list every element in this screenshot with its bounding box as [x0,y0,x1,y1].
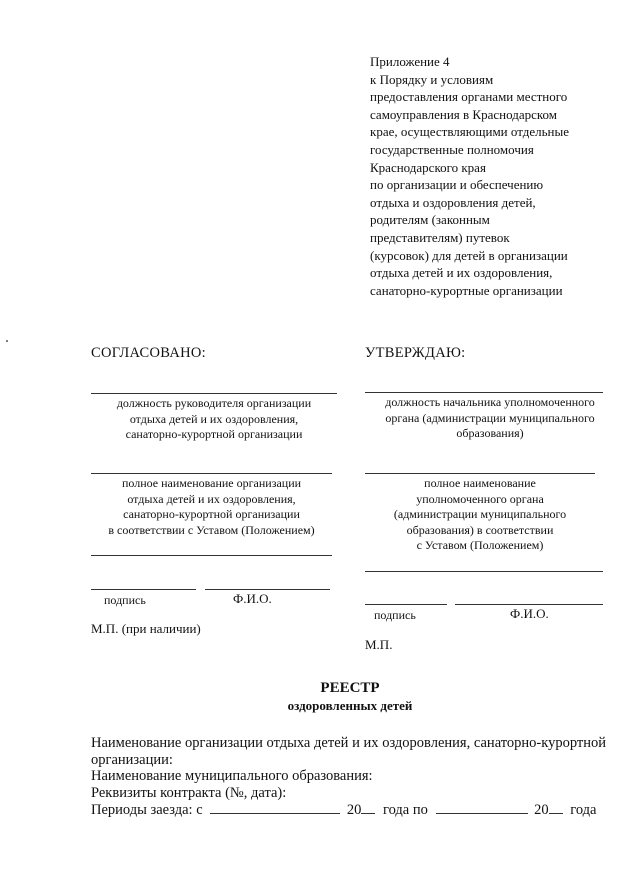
appendix-line: государственные полномочия [370,141,534,157]
period-end-word: года [570,802,597,818]
appendix-line: к Порядку и условиям [370,71,494,87]
right-fio-label: Ф.И.О. [510,606,549,621]
left-position-caption: должность руководителя организации отдыха детей и их оздоровления, санаторно-курортной организации [116,396,312,441]
right-position-caption: должность начальника уполномоченного органа (администрации муниципального образования) [385,395,595,440]
appendix-line: отдыха детей и их оздоровления, [370,265,553,281]
appendix-line: самоуправления в Краснодарском [370,106,557,122]
appendix-line: Приложение 4 [370,54,450,69]
appendix-line: Краснодарского края [370,159,486,175]
right-extra-line [365,571,603,572]
left-extra-line [91,555,332,556]
appendix-line: крае, осуществляющими отдельные [370,124,569,140]
left-signature-label: подпись [104,593,146,607]
appendix-line: предоставления органами местного [370,89,568,105]
appendix-line: отдыха и оздоровления детей, [370,194,536,210]
period-prefix: Периоды заезда: с [91,802,203,818]
appendix-line: санаторно-курортные организации [370,282,563,298]
scan-speck [6,340,8,342]
appendix-line: по организации и обеспечению [370,177,544,193]
right-fio-line [455,604,603,605]
period-end-year-blank[interactable] [549,802,563,814]
period-field [91,802,606,819]
right-position-line [365,392,603,393]
left-position-line [91,393,337,394]
approved-by-heading: СОГЛАСОВАНО: [91,345,206,361]
period-end-year: 20 [534,802,549,818]
registry-subtitle: оздоровленных детей [287,698,413,713]
approve-heading: УТВЕРЖДАЮ: [365,345,466,361]
period-start-year: 20 [346,802,362,818]
appendix-line: родителям (законным [370,212,490,228]
contract-field: Реквизиты контракта (№, дата): [91,785,287,801]
right-signature-line [365,604,447,605]
registry-title: РЕЕСТР [320,680,380,696]
period-mid: года по [383,802,428,818]
municipality-field: Наименование муниципального образования: [91,768,373,784]
left-fio-line [205,589,330,590]
right-name-caption: полное наименование уполномоченного органа (администрации муниципального образования) в соответствии с Уставом (Положением) [393,476,567,552]
left-signature-line [91,589,196,590]
left-stamp: М.П. (при наличии) [91,621,201,636]
appendix-line: представителям) путевок [370,229,510,245]
left-fio-label: Ф.И.О. [233,591,272,606]
period-start-blank[interactable] [210,802,340,814]
right-signature-label: подпись [374,608,416,622]
right-name-line [365,473,595,474]
left-name-caption: полное наименование организации отдыха детей и их оздоровления, санаторно-курортной организации в соответствии с Уставом (Положением) [108,476,315,537]
period-end-blank[interactable] [436,802,528,814]
appendix-block [370,53,620,299]
period-start-year-blank[interactable] [361,802,375,814]
org-name-field: Наименование организации отдыха детей и их оздоровления, санаторно-курортной организации: [91,735,606,768]
appendix-line: (курсовок) для детей в организации [370,247,568,263]
left-name-line [91,473,332,474]
right-stamp: М.П. [365,637,393,652]
